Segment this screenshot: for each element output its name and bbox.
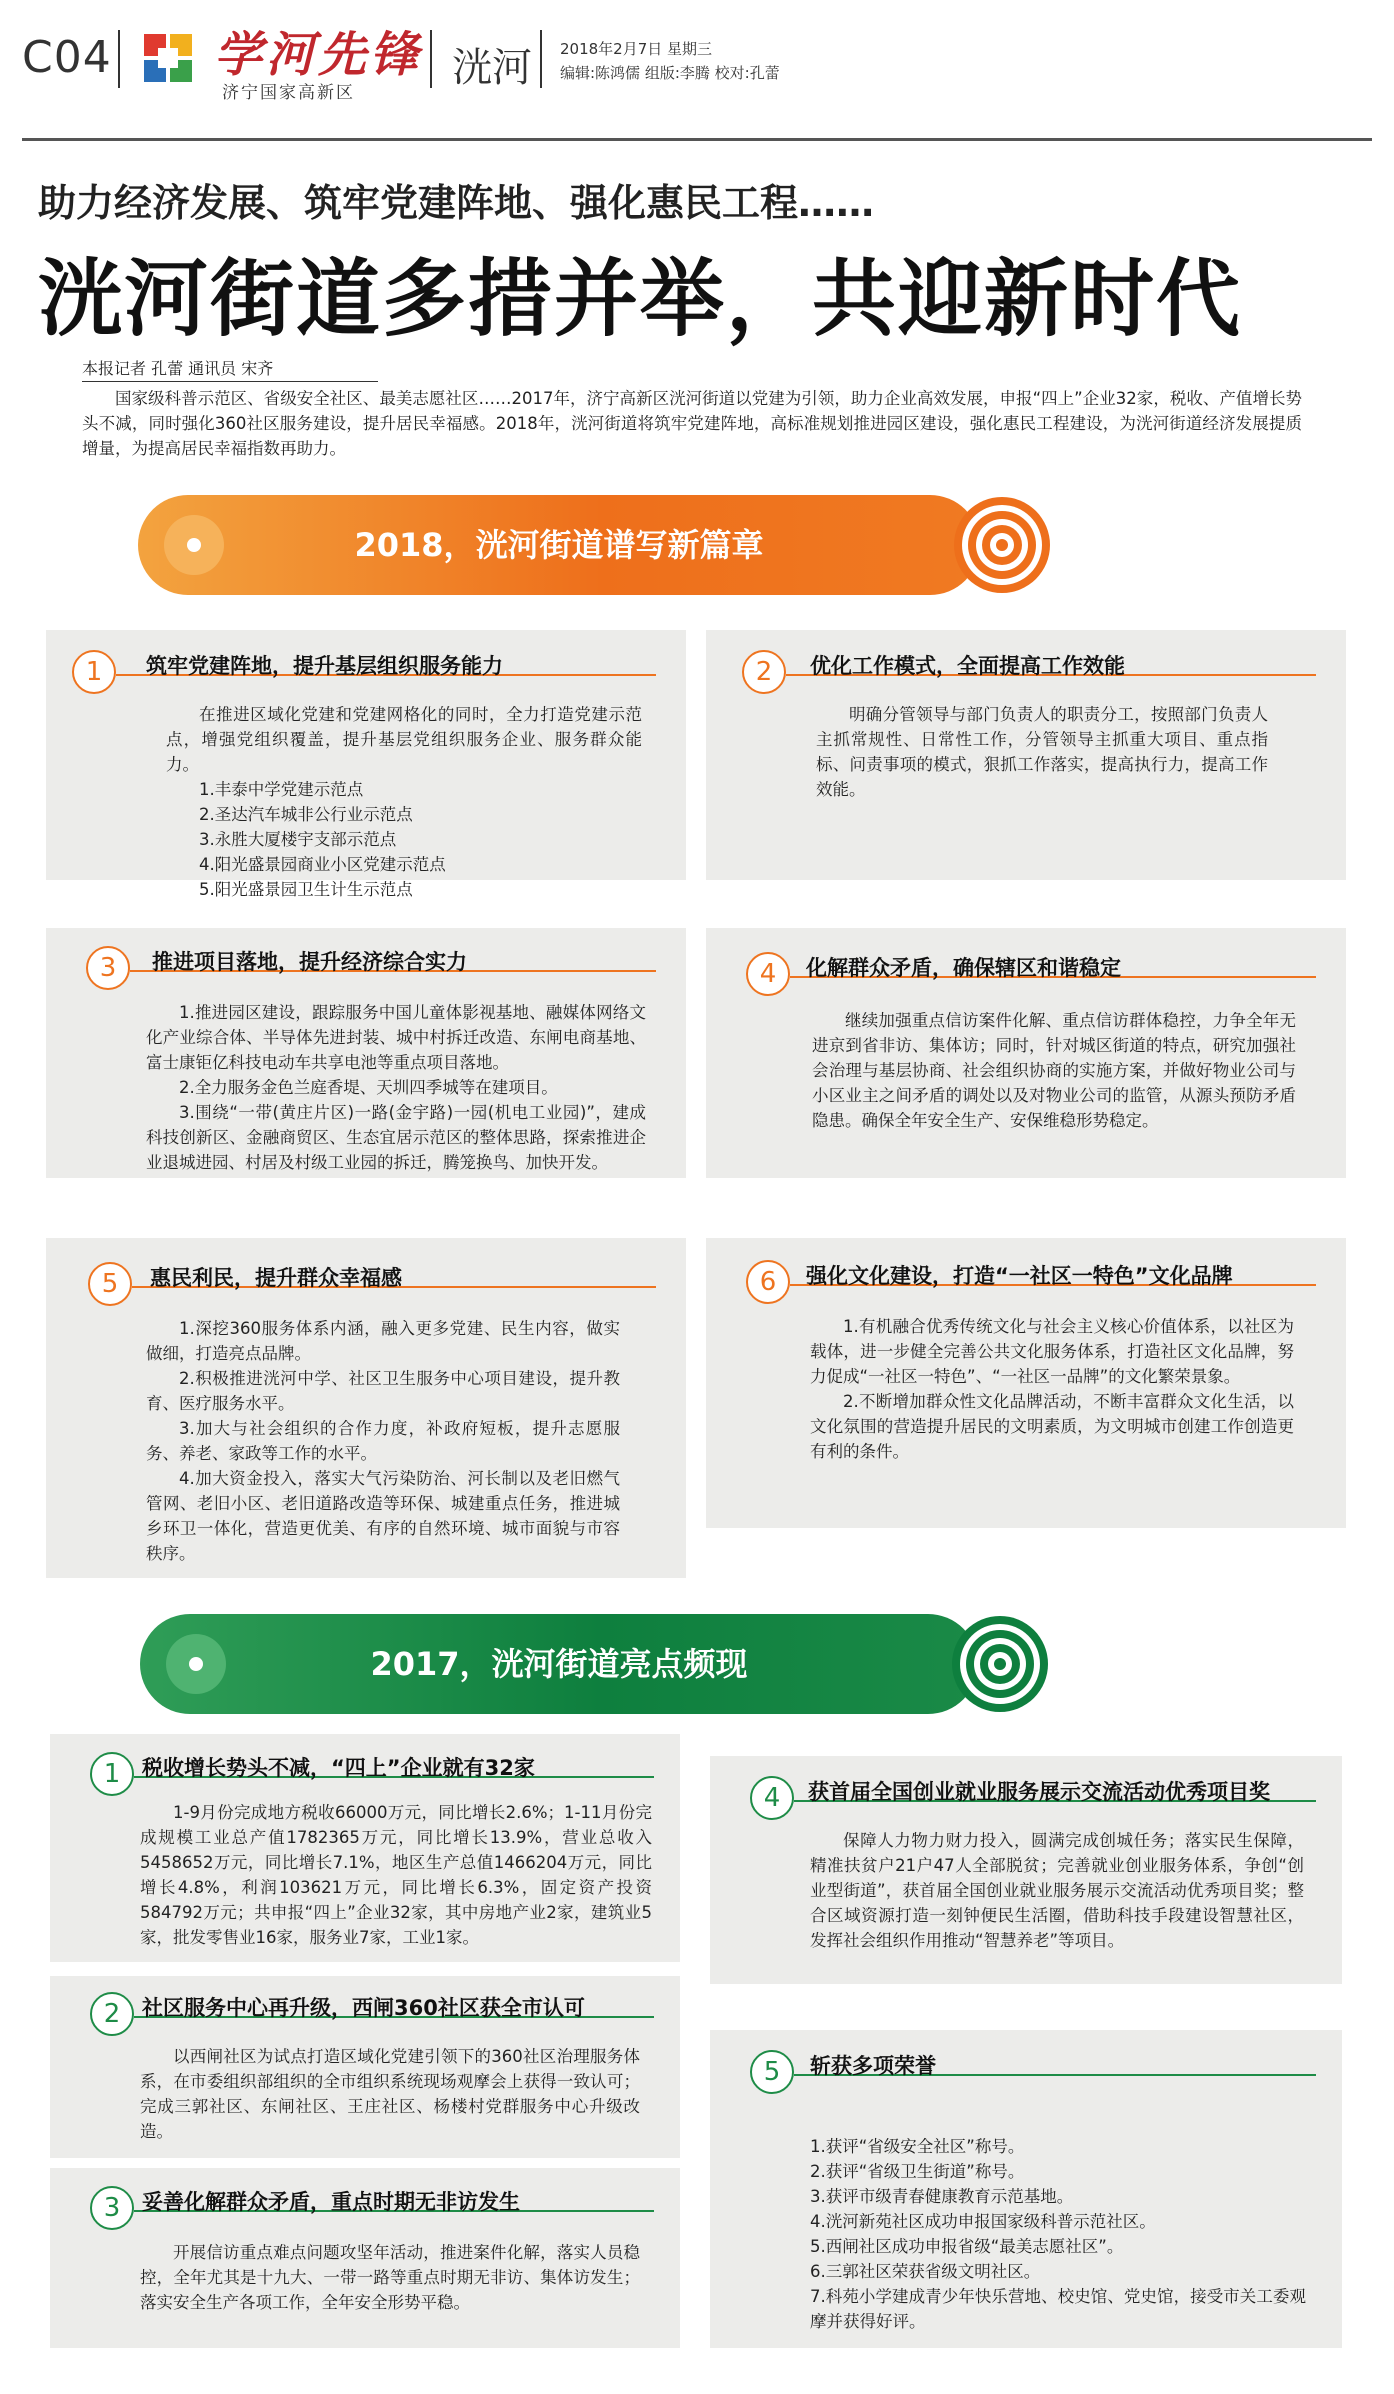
newspaper-name: 学河先锋 xyxy=(214,27,423,83)
card-title: 妥善化解群众矛盾，重点时期无非访发生 xyxy=(142,2190,520,2214)
card-body xyxy=(166,702,642,902)
banner-title: 2017，洸河街道亮点频现 xyxy=(370,1645,748,1683)
card-number-badge: 1 xyxy=(72,650,116,694)
masthead-divider xyxy=(118,30,120,88)
card-paragraph: 1.深挖360服务体系内涵，融入更多党建、民生内容，做实做细，打造亮点品牌。 xyxy=(146,1319,620,1363)
card-title: 优化工作模式，全面提高工作效能 xyxy=(810,654,1125,678)
newspaper-logo-icon xyxy=(140,30,196,86)
card-title: 筑牢党建阵地，提升基层组织服务能力 xyxy=(146,654,503,678)
card-number-badge: 6 xyxy=(746,1260,790,1304)
list-item: 7.科苑小学建成青少年快乐营地、校史馆、党史馆，接受市关工委观摩并获得好评。 xyxy=(810,2287,1306,2331)
list-item: 5.西闸社区成功申报省级“最美志愿社区”。 xyxy=(810,2237,1124,2256)
card-number-badge: 2 xyxy=(742,650,786,694)
card-title: 强化文化建设，打造“一社区一特色”文化品牌 xyxy=(806,1264,1233,1288)
card-2018-5 xyxy=(46,1238,686,1578)
card-2017-1 xyxy=(50,1734,680,1962)
card-2017-4 xyxy=(710,1756,1342,1984)
card-body xyxy=(810,2134,1306,2334)
card-title: 社区服务中心再升级，西闸360社区获全市认可 xyxy=(142,1996,585,2020)
card-body xyxy=(140,2240,640,2315)
card-number-badge: 1 xyxy=(90,1752,134,1796)
card-paragraph: 2.不断增加群众性文化品牌活动，不断丰富群众文化生活，以文化氛围的营造提升居民的文明素质，为文明城市创建工作创造更有利的条件。 xyxy=(810,1392,1294,1461)
card-body xyxy=(810,1828,1304,1953)
list-item: 3.永胜大厦楼宇支部示范点 xyxy=(199,830,397,849)
kicker-headline: 助力经济发展、筑牢党建阵地、强化惠民工程…… xyxy=(38,181,875,225)
card-2018-2 xyxy=(706,630,1346,880)
card-body xyxy=(812,1008,1296,1133)
card-paragraph: 在推进区域化党建和党建网格化的同时，全力打造党建示范点，增强党组织覆盖，提升基层党组织服务企业、服务群众能力。 xyxy=(166,705,642,774)
list-item: 3.获评市级青春健康教育示范基地。 xyxy=(810,2187,1074,2206)
card-paragraph: 明确分管领导与部门负责人的职责分工，按照部门负责人主抓常规性、日常性工作，分管领导主抓重大项目、重点指标、问责事项的模式，狠抓工作落实，提高执行力，提高工作效能。 xyxy=(816,705,1268,799)
masthead-rule xyxy=(22,138,1372,141)
card-body xyxy=(146,1316,620,1566)
card-number-badge: 4 xyxy=(746,952,790,996)
byline: 本报记者 孔蕾 通讯员 宋齐 xyxy=(82,356,378,382)
masthead-divider xyxy=(540,30,542,88)
card-body xyxy=(810,1314,1294,1464)
card-paragraph: 保障人力物力财力投入，圆满完成创城任务；落实民生保障，精准扶贫户21户47人全部脱贫；完善就业创业服务体系，争创“创业型街道”，获首届全国创业就业服务展示交流活动优秀项目奖；整合区域资源打造一刻钟便民生活圈，借助科技手段建设智慧社区，发挥社会组织作用推动“智慧养老”等项目。 xyxy=(810,1831,1304,1950)
card-title: 化解群众矛盾，确保辖区和谐稳定 xyxy=(806,956,1121,980)
list-item: 4.洸河新苑社区成功申报国家级科普示范社区。 xyxy=(810,2212,1156,2231)
list-item: 6.三郭社区荣获省级文明社区。 xyxy=(810,2262,1041,2281)
card-body xyxy=(146,1000,646,1175)
card-2018-3 xyxy=(46,928,686,1178)
list-item: 1.丰泰中学党建示范点 xyxy=(199,780,364,799)
card-body xyxy=(140,1800,652,1950)
card-2017-3 xyxy=(50,2168,680,2348)
card-number-badge: 5 xyxy=(750,2050,794,2094)
card-number-badge: 3 xyxy=(90,2186,134,2230)
card-paragraph: 4.加大资金投入，落实大气污染防治、河长制以及老旧燃气管网、老旧小区、老旧道路改造等环保、城建重点任务，推进城乡环卫一体化，营造更优美、有序的自然环境、城市面貌与市容秩序。 xyxy=(146,1469,620,1563)
card-2017-5 xyxy=(710,2030,1342,2348)
card-paragraph: 3.围绕“一带(黄庄片区)一路(金宇路)一园(机电工业园)”，建成科技创新区、金融商贸区、生态宜居示范区的整体思路，探索推进企业退城进园、村居及村级工业园的拆迁，腾笼换鸟、加快开发。 xyxy=(146,1103,646,1172)
card-title: 斩获多项荣誉 xyxy=(810,2054,936,2078)
section-name: 洸河 xyxy=(452,45,532,91)
card-number-badge: 5 xyxy=(88,1262,132,1306)
main-headline: 洸河街道多措并举，共迎新时代 xyxy=(38,250,1243,348)
card-paragraph: 1.推进园区建设，跟踪服务中国儿童体影视基地、融媒体网络文化产业综合体、半导体先进封装、城中村拆迁改造、东闸电商基地、富士康钜亿科技电动车共享电池等重点项目落地。 xyxy=(146,1003,646,1072)
list-item: 2.获评“省级卫生街道”称号。 xyxy=(810,2162,1025,2181)
issue-date: 2018年2月7日 星期三 xyxy=(560,40,713,58)
list-item: 2.圣达汽车城非公行业示范点 xyxy=(199,805,413,824)
list-item: 5.阳光盛景园卫生计生示范点 xyxy=(199,880,413,899)
card-number-badge: 4 xyxy=(750,1776,794,1820)
newspaper-subtitle: 济宁国家高新区 xyxy=(222,83,355,103)
target-rings-icon xyxy=(950,1614,1050,1714)
list-item: 4.阳光盛景园商业小区党建示范点 xyxy=(199,855,446,874)
card-paragraph: 1.有机融合优秀传统文化与社会主义核心价值体系，以社区为载体，进一步健全完善公共文化服务体系，打造社区文化品牌，努力促成“一社区一特色”、“一社区一品牌”的文化繁荣景象。 xyxy=(810,1317,1294,1386)
card-2017-2 xyxy=(50,1976,680,2158)
card-paragraph: 2.全力服务金色兰庭香堤、天圳四季城等在建项目。 xyxy=(179,1078,558,1097)
card-paragraph: 2.积极推进洸河中学、社区卫生服务中心项目建设，提升教育、医疗服务水平。 xyxy=(146,1369,620,1413)
card-title: 惠民利民，提升群众幸福感 xyxy=(150,1266,402,1290)
editor-credits: 编辑:陈鸿儒 组版:李腾 校对:孔蕾 xyxy=(560,64,780,82)
list-item: 1.获评“省级安全社区”称号。 xyxy=(810,2137,1025,2156)
card-2018-1 xyxy=(46,630,686,899)
card-2018-4 xyxy=(706,928,1346,1178)
masthead-divider xyxy=(430,30,432,88)
card-paragraph: 开展信访重点难点问题攻坚年活动，推进案件化解，落实人员稳控，全年尤其是十九大、一带一路等重点时期无非访、集体访发生；落实安全生产各项工作，全年安全形势平稳。 xyxy=(140,2243,640,2312)
card-2018-6 xyxy=(706,1238,1346,1528)
card-number-badge: 3 xyxy=(86,946,130,990)
card-paragraph: 3.加大与社会组织的合作力度，补政府短板，提升志愿服务、养老、家政等工作的水平。 xyxy=(146,1419,620,1463)
banner-title: 2018，洸河街道谱写新篇章 xyxy=(354,526,764,564)
target-rings-icon xyxy=(952,495,1052,595)
card-title: 税收增长势头不减，“四上”企业就有32家 xyxy=(142,1756,535,1780)
card-paragraph: 以西闸社区为试点打造区域化党建引领下的360社区治理服务体系，在市委组织部组织的全市组织系统现场观摩会上获得一致认可；完成三郭社区、东闸社区、王庄社区、杨楼村党群服务中心升级改造。 xyxy=(140,2047,640,2141)
card-number-badge: 2 xyxy=(90,1992,134,2036)
section-banner-2018 xyxy=(138,495,980,595)
card-paragraph: 继续加强重点信访案件化解、重点信访群体稳控，力争全年无进京到省非访、集体访；同时，针对城区街道的特点，研究加强社会治理与基层协商、社会组织协商的实施方案，并做好物业公司与小区业主之间矛盾的调处以及对物业公司的监管，从源头预防矛盾隐患。确保全年安全生产、安保维稳形势稳定。 xyxy=(812,1011,1296,1130)
card-title: 获首届全国创业就业服务展示交流活动优秀项目奖 xyxy=(808,1780,1270,1804)
section-banner-2017 xyxy=(140,1614,978,1714)
intro-paragraph: 国家级科普示范区、省级安全社区、最美志愿社区……2017年，济宁高新区洸河街道以党建为引领，助力企业高效发展，申报“四上”企业32家，税收、产值增长势头不减，同时强化360社区服务建设，提升居民幸福感。2018年，洸河街道将筑牢党建阵地，高标准规划推进园区建设，强化惠民工程建设，为洸河街道经济发展提质增量，为提高居民幸福指数再助力。 xyxy=(82,389,1302,458)
card-title: 推进项目落地，提升经济综合实力 xyxy=(152,950,467,974)
card-body xyxy=(140,2044,640,2144)
card-body xyxy=(816,702,1268,802)
card-paragraph: 1-9月份完成地方税收66000万元，同比增长2.6%；1-11月份完成规模工业总产值1782365万元，同比增长13.9%，营业总收入5458652万元，同比增长7.1%，地区生产总值1466204万元，同比增长4.8%，利润103621万元，同比增长6.3%，固定资产投资584792万元；共申报“四上”企业32家，其中房地产业2家，建筑业5家，批发零售业16家，服务业7家，工业1家。 xyxy=(140,1803,652,1947)
page-number: C04 xyxy=(22,32,112,83)
